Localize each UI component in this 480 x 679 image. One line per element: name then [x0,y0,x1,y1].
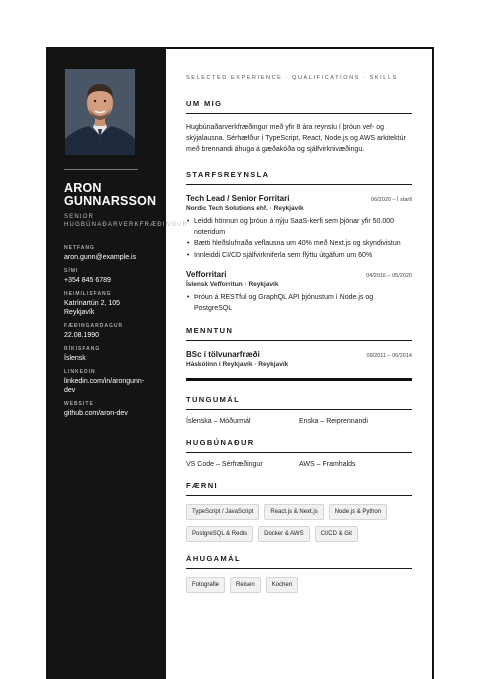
resume-page [46,47,434,679]
job-bullet: • Þróun á RESTful og GraphQL API þjónustum í Node.js og PostgreSQL [186,293,412,314]
contact-label: FÆÐINGARDAGUR [64,323,124,329]
contact-item [64,291,150,317]
contact-item [64,245,150,262]
contact-value: aron.gunn@example.is [64,254,137,261]
job-date: 06/2020 – Í starfi [371,197,412,203]
job-company: Íslensk Vefforritun · Reykjavík [186,281,279,288]
languages-section [186,395,412,425]
contact-label: SÍMI [64,268,79,274]
profile-photo-image [65,69,135,155]
software-item: VS Code – Sérfræðingur [186,461,263,468]
contact-item [64,369,150,395]
language-item: Enska – Reiprennandi [299,418,368,425]
contact-label: RÍKISFANG [64,346,101,352]
skill-chip: Node.js & Python [329,504,387,520]
about-text: Hugbúnaðarverkfræðingur með yfir 8 ára reynslu í þróun vef- og skýjalausna. Sérhæfður í TypeScript, React, Node.js og AWS arkitektúr með brennandi áhuga á gæðakóða og sjálfvirknivæðingu. [186,124,406,153]
job-title: Tech Lead / Senior Forritari [186,194,290,203]
school-name: Háskólinn í Reykjavík · Reykjavík [186,361,289,368]
job-date: 04/2016 – 05/2020 [366,273,412,279]
sidebar [48,49,189,679]
skill-chip: PostgreSQL & Redis [186,526,253,542]
skill-chip: CI/CD & Git [315,526,358,542]
job-header [186,270,412,279]
language-item: Íslenska – Móðurmál [186,418,251,425]
about-title: UM MIG [186,99,412,114]
job-company: Nordic Tech Solutions ehf. · Reykjavík [186,205,304,212]
interest-chip: Reisen [230,577,261,593]
main-content [186,74,412,593]
contact-label: HEIMILISFANG [64,291,112,297]
job-header [186,194,412,203]
software-section [186,438,412,468]
contact-value: Íslensk [64,355,86,362]
skill-chips [186,504,412,542]
contact-value: github.com/aron-dev [64,410,128,417]
person-name: ARON GUNNARSSON [64,181,157,208]
job-bullet: • Innleiddi CI/CD sjálfvirkniferla sem flýttu útgáfum um 60% [186,251,412,262]
contact-item [64,268,150,285]
interests-title: ÁHUGAMÁL [186,554,412,569]
experience-title: STARFSREYNSLA [186,170,412,185]
job-item [186,270,412,314]
contact-item [64,401,150,418]
contact-item [64,323,150,340]
interest-chips [186,577,412,593]
education-date: 09/2011 – 06/2014 [366,353,412,359]
skill-chip: Docker & AWS [258,526,309,542]
section-divider [186,378,412,381]
contact-label: NETFANG [64,245,95,251]
interests-section [186,554,412,593]
software-item: AWS – Framhalds [299,461,356,468]
contact-value: 22.08.1990 [64,332,100,339]
degree-title: BSc í tölvunarfræði [186,350,260,359]
job-bullets [186,217,412,261]
contact-list [64,245,150,418]
interest-chip: Kochen [266,577,298,593]
software-title: HUGBÚNAÐUR [186,438,412,453]
software-row [186,461,412,468]
interest-chip: Fotografie [186,577,225,593]
languages-row [186,418,412,425]
job-bullet: • Leiddi hönnun og þróun á nýju SaaS-kerfi sem þjónar yfir 50.000 notendum [186,217,412,238]
education-title: MENNTUN [186,326,412,341]
contact-value: +354 845 6789 [64,277,111,284]
job-list [186,194,412,314]
contact-label: LINKEDIN [64,369,96,375]
job-bullets [186,293,412,314]
header-tagline: SELECTED EXPERIENCE · QUALIFICATIONS · SKILLS [186,75,398,81]
experience-section [186,170,412,314]
job-title: Vefforritari [186,270,227,279]
languages-title: TUNGUMÁL [186,395,412,410]
person-role: SENIOR HUGBÚNAÐARVERKFRÆÐINGUR [64,214,189,228]
contact-value: linkedin.com/in/arongunn-dev [64,378,145,394]
sidebar-divider [64,169,138,170]
contact-item [64,346,150,363]
skill-chip: TypeScript / JavaScript [186,504,259,520]
education-section [186,326,412,368]
profile-photo [65,69,135,155]
job-item [186,194,412,261]
contact-label: WEBSITE [64,401,94,407]
skills-section [186,481,412,542]
skill-chip: React.js & Next.js [264,504,323,520]
skills-title: FÆRNI [186,481,412,496]
contact-value: Katrínartún 2, 105 Reykjavík [64,300,121,316]
education-item [186,350,412,368]
about-section [186,99,412,155]
job-bullet: • Bætti hleðsluhraða veflausna um 40% með Next.js og skyndivistun [186,239,412,250]
